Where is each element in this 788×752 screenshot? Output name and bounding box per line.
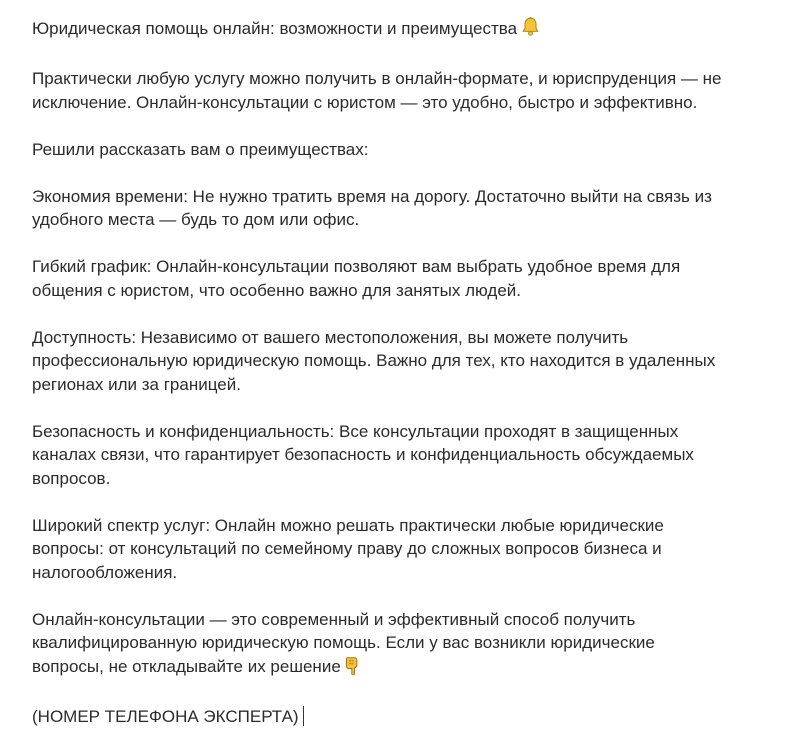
benefit-item: Экономия времени: Не нужно тратить время на дорогу. Достаточно выйти на связь из удобного места — будь то дом или офис. (32, 186, 712, 229)
bell-icon (520, 16, 541, 44)
phone-placeholder: (НОМЕР ТЕЛЕФОНА ЭКСПЕРТА) (32, 706, 299, 726)
post-title-text: Юридическая помощь онлайн: возможности и преимущества (32, 19, 518, 38)
benefits-lead: Решили рассказать вам о преимуществах: (32, 139, 369, 159)
closing-text: Онлайн-консультации — это современный и эффективный способ получить квалифицированную юридическую помощь. Если у вас возникли юридические вопросы, не откладывайте их решение (32, 609, 655, 676)
intro-paragraph: Практически любую услугу можно получить в онлайн-формате, и юриспруденция — не исключение. Онлайн-консультации с юристом — это удобно, быстро и эффективно. (32, 69, 722, 112)
benefit-item: Широкий спектр услуг: Онлайн можно решать практически любые юридические вопросы: от консультаций по семейному праву до сложных вопросов бизнеса и налогообложения. (32, 515, 664, 582)
benefit-item: Гибкий график: Онлайн-консультации позволяют вам выбрать удобное время для общения с юристом, что особенно важно для занятых людей. (32, 257, 681, 300)
benefit-item: Доступность: Независимо от вашего местоположения, вы можете получить профессиональную юридическую помощь. Важно для тех, кто находится в удаленных регионах или за границей. (32, 327, 716, 394)
post-title (32, 16, 772, 44)
message-text-editor[interactable] (32, 16, 772, 752)
benefit-item: Безопасность и конфиденциальность: Все консультации проходят в защищенных каналах связи, что гарантирует безопасность и конфиденциальность обсуждаемых вопросов. (32, 421, 694, 488)
text-cursor (303, 706, 304, 726)
closing-paragraph (32, 608, 772, 682)
pointing-down-hand-icon (344, 656, 360, 682)
phone-line (32, 705, 772, 729)
